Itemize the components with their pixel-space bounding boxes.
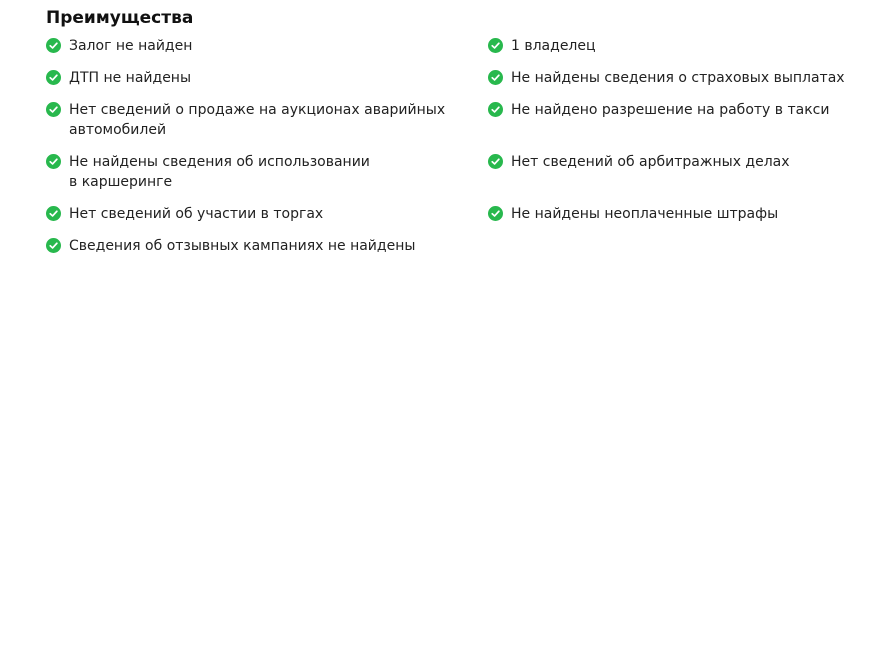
advantages-list [46, 36, 886, 268]
advantage-item [46, 152, 488, 192]
check-circle-icon [46, 238, 61, 253]
advantage-label: 1 владелец [511, 38, 596, 54]
check-circle-icon [488, 70, 503, 85]
advantage-item [46, 68, 488, 88]
advantage-item [488, 68, 886, 88]
check-circle-icon [488, 102, 503, 117]
check-circle-icon [46, 154, 61, 169]
advantage-label: Не найдены сведения о страховых выплатах [511, 70, 845, 86]
section-title: Преимущества [46, 8, 194, 28]
advantage-label: Сведения об отзывных кампаниях не найдены [69, 238, 416, 254]
advantage-label: Залог не найден [69, 38, 193, 54]
advantage-item [46, 236, 488, 256]
check-circle-icon [488, 154, 503, 169]
advantage-item [46, 36, 488, 56]
advantage-label: Нет сведений о продаже на аукционах аварийных автомобилей [69, 102, 446, 138]
check-circle-icon [46, 206, 61, 221]
check-circle-icon [46, 102, 61, 117]
advantage-label: Не найдены неоплаченные штрафы [511, 206, 779, 222]
advantage-item [488, 204, 886, 224]
advantage-label: Не найдены сведения об использовании в каршеринге [69, 154, 370, 190]
check-circle-icon [46, 38, 61, 53]
check-circle-icon [488, 206, 503, 221]
advantage-label: ДТП не найдены [69, 70, 192, 86]
advantage-item [488, 152, 886, 192]
check-circle-icon [46, 70, 61, 85]
advantage-label: Не найдено разрешение на работу в такси [511, 102, 830, 118]
advantages-section [46, 6, 886, 268]
advantage-item [488, 100, 886, 140]
advantage-item [46, 204, 488, 224]
advantage-label: Нет сведений об арбитражных делах [511, 154, 790, 170]
advantage-label: Нет сведений об участии в торгах [69, 206, 324, 222]
check-circle-icon [488, 38, 503, 53]
advantage-item [46, 100, 488, 140]
advantage-item [488, 36, 886, 56]
